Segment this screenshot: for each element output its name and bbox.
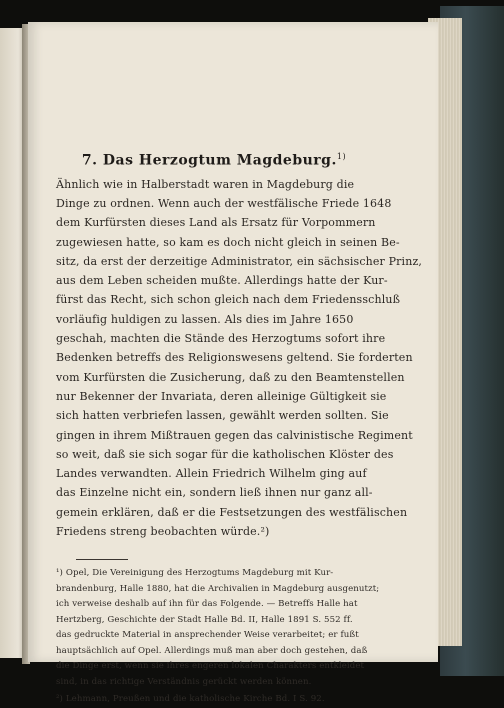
body-line: nur Bekenner der Invariata, deren alleinige Gültigkeit sie bbox=[56, 389, 387, 403]
footnote-line: brandenburg, Halle 1880, hat die Archivalien in Magdeburg ausgenutzt; bbox=[56, 583, 380, 594]
body-line: Dinge zu ordnen. Wenn auch der westfälische Friede 1648 bbox=[56, 196, 392, 210]
footnote-line: Hertzberg, Geschichte der Stadt Halle Bd. II, Halle 1891 S. 552 ff. bbox=[56, 614, 353, 625]
heading-footnote-mark: 1) bbox=[336, 152, 347, 161]
body-line: fürst das Recht, sich schon gleich nach dem Friedensschluß bbox=[56, 293, 401, 307]
page-content bbox=[56, 152, 423, 708]
body-line: geschah, machten die Stände des Herzogtums sofort ihre bbox=[56, 332, 386, 346]
body-line: Friedens streng beobachten würde.²) bbox=[56, 525, 270, 538]
body-text bbox=[56, 175, 423, 542]
body-line: vorläufig huldigen zu lassen. Als dies im Jahre 1650 bbox=[56, 312, 354, 326]
body-line: so weit, daß sie sich sogar für die katholischen Klöster des bbox=[56, 447, 394, 461]
body-line: das Einzelne nicht ein, sondern ließ ihnen nur ganz all- bbox=[56, 486, 373, 500]
footnote-line: sind, in das richtige Verständnis gerückt werden können. bbox=[56, 676, 312, 687]
footnotes bbox=[56, 566, 380, 708]
body-line: aus dem Leben scheiden mußte. Allerdings hatte der Kur- bbox=[56, 274, 388, 288]
body-line: zugewiesen hatte, so kam es doch nicht gleich in seinen Be- bbox=[56, 235, 400, 249]
body-line: dem Kurfürsten dieses Land als Ersatz für Vorpommern bbox=[56, 216, 376, 230]
body-line: Ähnlich wie in Halberstadt waren in Magdeburg die bbox=[56, 177, 355, 191]
footnote-line: das gedruckte Material in ansprechender Weise verarbeitet; er fußt bbox=[56, 630, 359, 641]
body-line: gemein erklären, daß er die Festsetzungen des westfälischen bbox=[56, 505, 408, 519]
body-line: vom Kurfürsten die Zusicherung, daß zu den Beamtenstellen bbox=[56, 370, 405, 384]
footnote-line: die Dinge erst, wenn sie ihres engeren lokalen Charakters entkleidet bbox=[56, 661, 365, 672]
heading-text: 7. Das Herzogtum Magdeburg. bbox=[81, 152, 337, 169]
body-line: gingen in ihrem Mißtrauen gegen das calvinistische Regiment bbox=[56, 428, 413, 442]
body-line: sitz, da erst der derzeitige Administrator, ein sächsischer Prinz, bbox=[56, 254, 423, 268]
chapter-heading bbox=[56, 152, 372, 169]
footnote-line: ich verweise deshalb auf ihn für das Folgende. — Betreffs Halle hat bbox=[56, 599, 358, 610]
body-line: Bedenken betreffs des Religionswesens geltend. Sie forderten bbox=[56, 351, 413, 365]
body-line: Landes verwandten. Allein Friedrich Wilhelm ging auf bbox=[56, 467, 367, 481]
footnote-line: hauptsächlich auf Opel. Allerdings muß man aber doch gestehen, daß bbox=[56, 645, 368, 656]
footnote-line: ¹) Opel, Die Vereinigung des Herzogtums Magdeburg mit Kur- bbox=[56, 568, 334, 579]
footnote-2: ²) Lehmann, Preußen und die katholische Kirche Bd. I S. 92. bbox=[56, 694, 325, 705]
body-line: sich hatten verbriefen lassen, gewählt werden sollten. Sie bbox=[56, 409, 389, 423]
footnote-divider bbox=[76, 559, 128, 560]
